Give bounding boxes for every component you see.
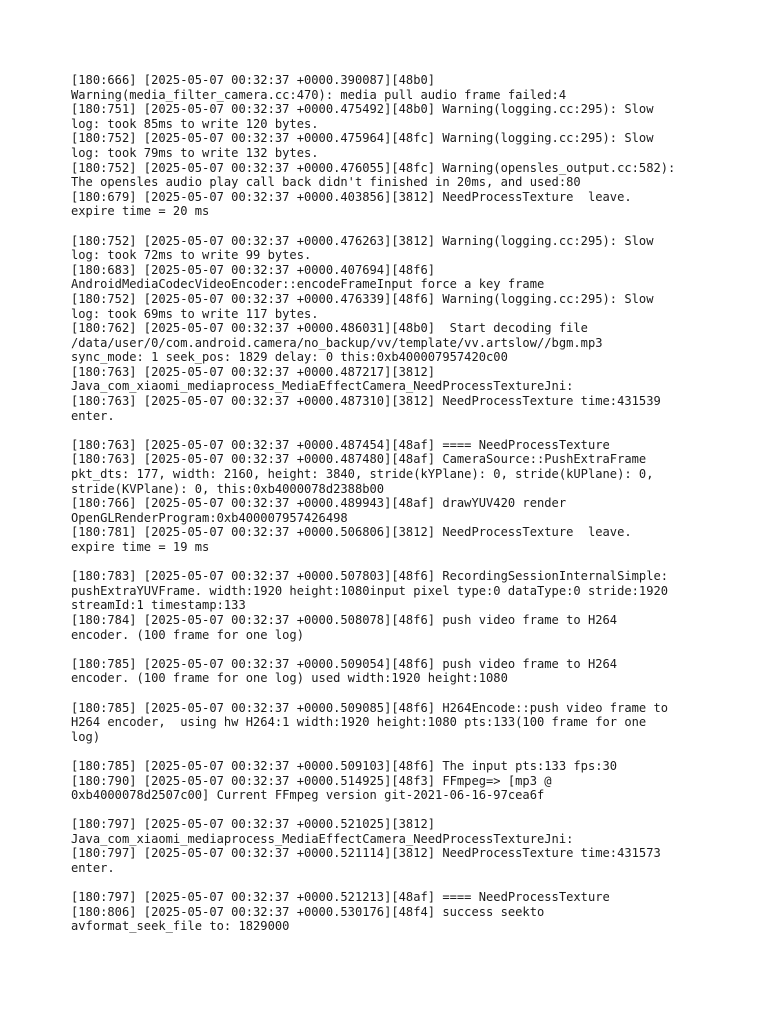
log-line: AndroidMediaCodecVideoEncoder::encodeFrameInput force a key frame [71, 277, 545, 292]
log-line: [180:752] [2025-05-07 00:32:37 +0000.476263][3812] Warning(logging.cc:295): Slow [71, 233, 654, 248]
log-line: H264 encoder, using hw H264:1 width:1920 height:1080 pts:133(100 frame for one [71, 715, 647, 730]
log-line: [180:784] [2025-05-07 00:32:37 +0000.508078][48f6] push video frame to H264 [71, 612, 618, 627]
log-line: [180:752] [2025-05-07 00:32:37 +0000.476055][48fc] Warning(opensles_output.cc:582): [71, 160, 676, 175]
log-line: [180:785] [2025-05-07 00:32:37 +0000.509085][48f6] H264Encode::push video frame to [71, 700, 669, 715]
log-line: expire time = 20 ms [71, 204, 210, 219]
log-line: Java_com_xiaomi_mediaprocess_MediaEffectCamera_NeedProcessTextureJni: [71, 379, 574, 394]
log-line: [180:683] [2025-05-07 00:32:37 +0000.407694][48f6] [71, 262, 436, 277]
log-blank-line [71, 744, 711, 759]
log-line: [180:781] [2025-05-07 00:32:37 +0000.506806][3812] NeedProcessTexture leave. [71, 525, 632, 540]
log-line: OpenGLRenderProgram:0xb400007957426498 [71, 510, 348, 525]
log-line: enter. [71, 861, 115, 876]
log-line: log: took 69ms to write 117 bytes. [71, 306, 319, 321]
log-line: avformat_seek_file to: 1829000 [71, 919, 290, 934]
log-blank-line [71, 642, 711, 657]
log-line: [180:679] [2025-05-07 00:32:37 +0000.403856][3812] NeedProcessTexture leave. [71, 189, 632, 204]
log-blank-line [71, 219, 711, 234]
log-blank-line [71, 423, 711, 438]
log-line: Warning(media_filter_camera.cc:470): media pull audio frame failed:4 [71, 87, 567, 102]
log-line: [180:763] [2025-05-07 00:32:37 +0000.487454][48af] ==== NeedProcessTexture [71, 437, 610, 452]
log-line: encoder. (100 frame for one log) used width:1920 height:1080 [71, 671, 508, 686]
log-line: [180:797] [2025-05-07 00:32:37 +0000.521213][48af] ==== NeedProcessTexture [71, 890, 610, 905]
log-line: [180:790] [2025-05-07 00:32:37 +0000.514925][48f3] FFmpeg=> [mp3 @ [71, 773, 552, 788]
log-line: log: took 85ms to write 120 bytes. [71, 116, 319, 131]
log-blank-line [71, 555, 711, 570]
log-line: 0xb4000078d2507c00] Current FFmpeg version git-2021-06-16-97cea6f [71, 788, 545, 803]
log-line: [180:762] [2025-05-07 00:32:37 +0000.486031][48b0] Start decoding file [71, 321, 588, 336]
log-line: log: took 79ms to write 132 bytes. [71, 145, 319, 160]
log-line: pushExtraYUVFrame. width:1920 height:1080input pixel type:0 dataType:0 stride:1920 [71, 583, 669, 598]
log-line: [180:797] [2025-05-07 00:32:37 +0000.521025][3812] [71, 817, 436, 832]
log-line: stride(KVPlane): 0, this:0xb4000078d2388b00 [71, 481, 385, 496]
log-line: [180:785] [2025-05-07 00:32:37 +0000.509054][48f6] push video frame to H264 [71, 656, 618, 671]
log-line: [180:766] [2025-05-07 00:32:37 +0000.489943][48af] drawYUV420 render [71, 496, 567, 511]
log-line: [180:763] [2025-05-07 00:32:37 +0000.487310][3812] NeedProcessTexture time:431539 [71, 394, 661, 409]
log-line: [180:752] [2025-05-07 00:32:37 +0000.476339][48f6] Warning(logging.cc:295): Slow [71, 291, 654, 306]
log-line: [180:797] [2025-05-07 00:32:37 +0000.521114][3812] NeedProcessTexture time:431573 [71, 846, 661, 861]
log-line: expire time = 19 ms [71, 540, 210, 554]
log-line: sync_mode: 1 seek_pos: 1829 delay: 0 this:0xb400007957420c00 [71, 350, 508, 365]
log-line: [180:666] [2025-05-07 00:32:37 +0000.390087][48b0] [71, 73, 436, 87]
log-line: log) [71, 729, 101, 744]
log-line: encoder. (100 frame for one log) [71, 627, 304, 642]
log-line: [180:763] [2025-05-07 00:32:37 +0000.487217][3812] [71, 364, 436, 379]
log-line: [180:752] [2025-05-07 00:32:37 +0000.475964][48fc] Warning(logging.cc:295): Slow [71, 131, 654, 146]
log-blank-line [71, 876, 711, 891]
log-line: log: took 72ms to write 99 bytes. [71, 248, 312, 263]
log-line: Java_com_xiaomi_mediaprocess_MediaEffectCamera_NeedProcessTextureJni: [71, 831, 574, 846]
log-blank-line [71, 803, 711, 818]
log-blank-line [71, 686, 711, 701]
log-line: [180:751] [2025-05-07 00:32:37 +0000.475492][48b0] Warning(logging.cc:295): Slow [71, 102, 654, 117]
log-document [71, 73, 711, 934]
log-line: /data/user/0/com.android.camera/no_backup/vv/template/vv.artslow//bgm.mp3 [71, 335, 603, 350]
log-line: The opensles audio play call back didn't finished in 20ms, and used:80 [71, 175, 581, 190]
log-line: [180:806] [2025-05-07 00:32:37 +0000.530176][48f4] success seekto [71, 904, 545, 919]
log-line: [180:785] [2025-05-07 00:32:37 +0000.509103][48f6] The input pts:133 fps:30 [71, 758, 618, 773]
log-line: [180:763] [2025-05-07 00:32:37 +0000.487480][48af] CameraSource::PushExtraFrame [71, 452, 647, 467]
log-line: streamId:1 timestamp:133 [71, 598, 246, 613]
log-line: pkt_dts: 177, width: 2160, height: 3840, stride(kYPlane): 0, stride(kUPlane): 0, [71, 467, 654, 482]
log-line: enter. [71, 408, 115, 423]
log-line: [180:783] [2025-05-07 00:32:37 +0000.507803][48f6] RecordingSessionInternalSimple: [71, 569, 669, 584]
